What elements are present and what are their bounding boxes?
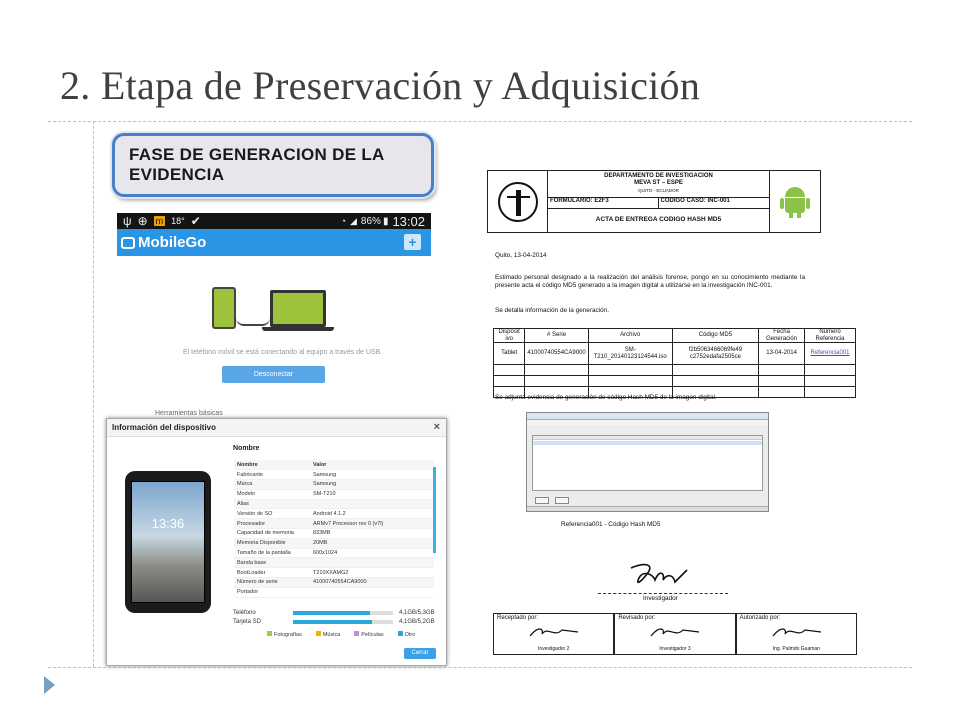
tools-label: Herramientas básicas — [155, 410, 223, 417]
tablet-image — [125, 471, 211, 613]
table-cell[interactable]: Referencia001 — [805, 343, 856, 365]
column-header: Disposit ivo — [494, 329, 525, 343]
toolbox-icon[interactable]: + — [404, 234, 421, 250]
property-value: 600x1024 — [310, 548, 434, 558]
slide-title: 2. Etapa de Preservación y Adquisición — [60, 63, 701, 108]
legend-swatch — [398, 631, 403, 636]
property-value — [310, 558, 434, 568]
phone-illustration — [212, 287, 236, 329]
acta-header — [487, 170, 821, 233]
table-row — [234, 499, 434, 509]
table-cell — [805, 365, 856, 376]
column-header: Valor — [310, 460, 434, 470]
column-header: # Serie — [525, 329, 588, 343]
table-row — [234, 538, 434, 548]
usb-cable — [236, 318, 270, 326]
storage-legend — [267, 631, 415, 638]
legend-item — [267, 631, 302, 638]
table-cell — [525, 376, 588, 387]
storage-label: Teléfono — [233, 609, 256, 616]
table-cell — [759, 365, 805, 376]
table-row — [234, 509, 434, 519]
signal-icon: ◢ — [350, 215, 357, 226]
legend-item — [354, 631, 383, 638]
column-header: Número Referencia — [805, 329, 856, 343]
property-name: Capacidad de memoria — [234, 529, 310, 539]
investigator-label: Investigador — [643, 595, 678, 602]
table-cell — [759, 387, 805, 398]
laptop-illustration — [270, 290, 326, 327]
acta-title: ACTA DE ENTREGA CODIGO HASH MD5 — [595, 216, 722, 223]
table-cell — [805, 387, 856, 398]
legend-label: Películas — [361, 632, 384, 638]
property-name: Procesador — [234, 519, 310, 529]
table-cell — [494, 376, 525, 387]
column-header: Archivo — [588, 329, 672, 343]
signature-scribble — [771, 624, 831, 640]
table-row — [234, 519, 434, 529]
storage-bar-fill — [293, 611, 370, 615]
table-row — [234, 578, 434, 588]
property-name: Tamaño de la pantalla — [234, 548, 310, 558]
phase-callout — [112, 133, 434, 197]
close-icon[interactable]: × — [433, 421, 440, 433]
table-cell: Tablet — [494, 343, 525, 365]
table-cell: SM-T210_20140123124544.iso — [588, 343, 672, 365]
callout-line2: EVIDENCIA — [129, 165, 225, 184]
table-row — [234, 548, 434, 558]
table-cell: 41000740554CA9000 — [525, 343, 588, 365]
property-name: BootLoader — [234, 568, 310, 578]
legend-item — [398, 631, 416, 638]
footer-divider — [48, 667, 912, 668]
unit-name: MEVA ST – ESPE — [634, 180, 683, 186]
device-info-table — [234, 460, 434, 598]
form-code: FORMULARIO: E2F3 — [548, 198, 659, 208]
dept-name: DEPARTAMENTO DE INVESTIGACION — [604, 173, 713, 179]
title-divider — [48, 121, 912, 122]
property-name: Versión de SO — [234, 509, 310, 519]
property-value: Android 4.1.2 — [310, 509, 434, 519]
android-icon — [770, 171, 820, 232]
property-value: Samsung — [310, 470, 434, 480]
property-name: Marca — [234, 480, 310, 490]
property-name: Alias — [234, 499, 310, 509]
check-icon: ✔ — [190, 214, 201, 228]
property-value — [310, 587, 434, 597]
storage-row — [233, 608, 438, 617]
table-row — [234, 470, 434, 480]
acta-header-text — [548, 171, 770, 232]
storage-label: Tarjeta SD — [233, 618, 262, 625]
table-row — [494, 343, 856, 365]
column-header: Nombre — [234, 460, 310, 470]
signer-name: Investigador 3 — [659, 646, 691, 652]
table-row — [234, 558, 434, 568]
property-value — [310, 499, 434, 509]
legend-item — [316, 631, 340, 638]
callout-line1: FASE DE GENERACION DE LA — [129, 145, 385, 164]
android-status-bar — [117, 213, 431, 229]
property-name: Banda base — [234, 558, 310, 568]
status-temp: 18° — [171, 216, 185, 226]
acta-date: Quito, 13-04-2014 — [495, 252, 547, 259]
dialog-title: Información del dispositivo — [112, 423, 217, 432]
property-value: 20MB — [310, 538, 434, 548]
empty-row — [494, 376, 856, 387]
signature-box — [493, 613, 614, 655]
property-value: 833MB — [310, 529, 434, 539]
signature-boxes — [493, 613, 857, 655]
property-name: Fabricante — [234, 470, 310, 480]
table-row — [234, 480, 434, 490]
legend-swatch — [354, 631, 359, 636]
md5-tool-screenshot — [526, 412, 769, 512]
table-cell — [672, 376, 759, 387]
table-header-row — [234, 460, 434, 470]
storage-bar — [293, 620, 393, 624]
storage-section — [233, 608, 438, 626]
target-icon: ⊕ — [137, 214, 148, 228]
legend-label: Otro — [404, 632, 416, 638]
signature-line — [598, 593, 728, 594]
table-row — [234, 489, 434, 499]
investigator-signature — [625, 560, 695, 592]
dialog-title-bar — [107, 419, 446, 437]
property-value: ARMv7 Processor rev 0 (v7l) — [310, 519, 434, 529]
storage-bar-fill — [293, 620, 372, 624]
legend-label: Fotografías — [274, 632, 302, 638]
table-cell: 13-04-2014 — [759, 343, 805, 365]
legend-label: Música — [322, 632, 341, 638]
table-cell — [805, 376, 856, 387]
usb-icon: ψ — [123, 214, 132, 228]
bullet-arrow-icon — [44, 676, 55, 694]
table-row — [234, 587, 434, 597]
mobilego-logo-icon — [121, 237, 135, 249]
info-section-title: Nombre — [233, 445, 260, 452]
status-time: 13:02 — [392, 213, 425, 229]
signature-role: Receptado por: — [497, 615, 539, 621]
legend-swatch — [267, 631, 272, 636]
acta-paragraph: Estimado personal designado a la realización del análisis forense, pongo en su conocimiento mediante la presente acta el código MD5 generado a la imagen digital a utilizarse en la investigación INC-001. — [495, 274, 805, 289]
battery-icon: ▮ — [382, 215, 389, 227]
signature-scribble — [528, 624, 588, 640]
signer-name: Investigador 2 — [537, 646, 570, 652]
signature-scribble — [649, 624, 709, 640]
connecting-text: El teléfono móvil se está conectando al equipo a través de USB. — [183, 349, 383, 356]
left-guide — [93, 121, 94, 667]
table-cell — [494, 365, 525, 376]
property-value: SM-T210 — [310, 489, 434, 499]
app-notification-icon: m — [155, 216, 164, 226]
table-row — [234, 529, 434, 539]
tablet-clock: 13:36 — [151, 516, 185, 531]
laptop-base — [262, 327, 334, 331]
battery-level: 86% — [360, 215, 381, 227]
empty-row — [494, 365, 856, 376]
signer-name: Ing. Palmdo Guaman — [772, 646, 820, 652]
storage-value: 4,1GB/5,3GB — [399, 609, 435, 616]
table-cell — [672, 365, 759, 376]
device-info-dialog — [106, 418, 447, 666]
city-name: QUITO - ECUADOR — [638, 188, 679, 193]
app-name: MobileGo — [138, 234, 207, 251]
info-table-wrap — [234, 460, 434, 598]
close-dialog-button[interactable]: Cerrar — [404, 648, 436, 659]
property-name: Número de serie — [234, 578, 310, 588]
reference-caption: Referencia001 - Código Hash MD5 — [561, 521, 661, 528]
property-name: Memoria Disponible — [234, 538, 310, 548]
property-value: T210XXAMG2 — [310, 568, 434, 578]
signature-role: Autorizado por: — [739, 615, 781, 621]
table-row — [234, 568, 434, 578]
column-header: Fecha Generación — [759, 329, 805, 343]
signature-box — [736, 613, 857, 655]
legend-swatch — [316, 631, 321, 636]
table-cell: f2b5063466069fe49 c2752edafa2505ce — [672, 343, 759, 365]
table-cell — [588, 376, 672, 387]
case-code: CODIGO CASO: INC-001 — [660, 198, 730, 204]
disconnect-button[interactable]: Desconectar — [222, 366, 325, 383]
property-name: Portador — [234, 587, 310, 597]
mobilego-app-bar — [117, 229, 431, 256]
evidence-line: Se adjunta evidencia de generación de código Hash MD5 de la imagen digital. — [495, 394, 717, 401]
storage-row — [233, 617, 438, 626]
acta-detail: Se detalla información de la generación. — [495, 307, 610, 314]
property-name: Modelo — [234, 489, 310, 499]
column-header: Código MD5 — [672, 329, 759, 343]
storage-bar — [293, 611, 393, 615]
justice-logo-icon — [488, 171, 548, 232]
table-cell — [525, 365, 588, 376]
signature-box — [614, 613, 735, 655]
property-value: 41000740554CA9000 — [310, 578, 434, 588]
hash-table — [493, 328, 856, 398]
table-scrollbar[interactable] — [433, 467, 436, 553]
storage-value: 4,1GB/5,2GB — [399, 618, 435, 625]
property-value: Samsung — [310, 480, 434, 490]
wifi-icon: ◔ — [340, 216, 346, 226]
signature-role: Revisado por: — [618, 615, 656, 621]
table-cell — [588, 365, 672, 376]
table-cell — [759, 376, 805, 387]
